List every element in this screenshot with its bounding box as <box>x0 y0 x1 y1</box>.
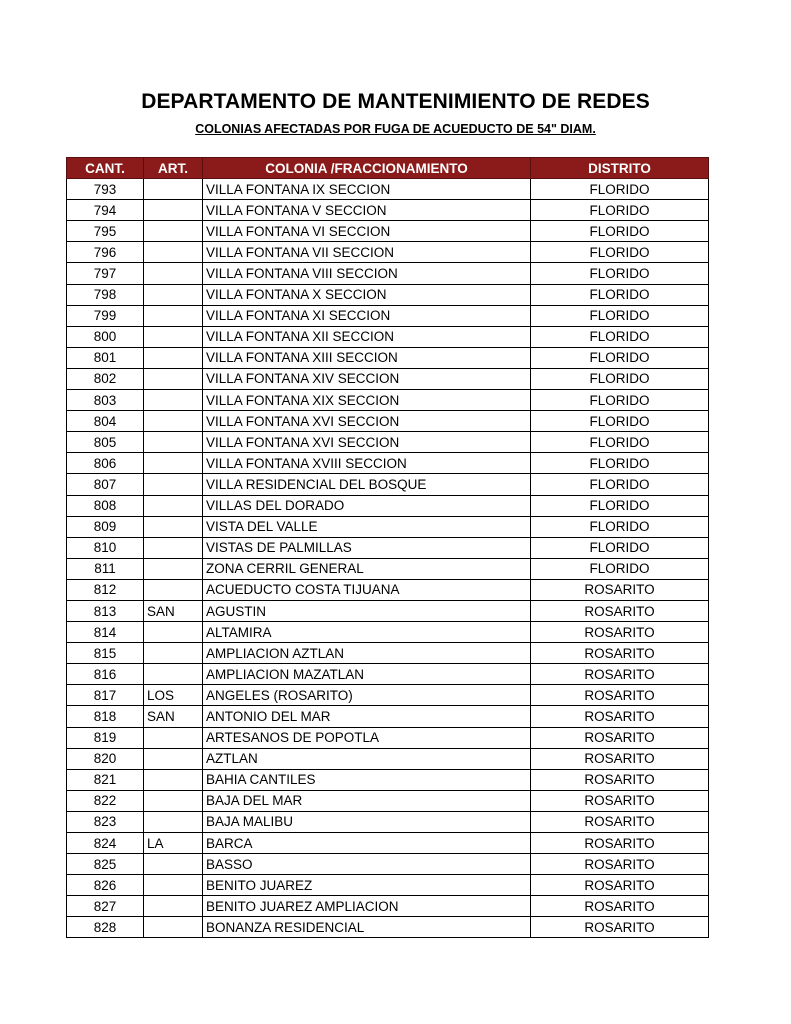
cell-cant: 817 <box>67 685 144 706</box>
cell-art <box>144 368 203 389</box>
cell-cant: 793 <box>67 179 144 200</box>
cell-cant: 805 <box>67 432 144 453</box>
table-header-row <box>67 158 709 179</box>
cell-distrito: ROSARITO <box>531 600 709 621</box>
cell-cant: 794 <box>67 200 144 221</box>
table-row <box>67 305 709 326</box>
cell-distrito: ROSARITO <box>531 854 709 875</box>
cell-colonia: ALTAMIRA <box>203 622 531 643</box>
cell-cant: 803 <box>67 390 144 411</box>
document-title: DEPARTAMENTO DE MANTENIMIENTO DE REDES <box>141 90 650 113</box>
cell-colonia: BARCA <box>203 833 531 854</box>
cell-art <box>144 727 203 748</box>
cell-cant: 796 <box>67 242 144 263</box>
cell-cant: 797 <box>67 263 144 284</box>
cell-art <box>144 748 203 769</box>
cell-art <box>144 790 203 811</box>
cell-art <box>144 263 203 284</box>
document-subtitle: COLONIAS AFECTADAS POR FUGA DE ACUEDUCTO DE 54" DIAM. <box>195 122 596 136</box>
table-row <box>67 622 709 643</box>
cell-art <box>144 917 203 938</box>
cell-distrito: FLORIDO <box>531 221 709 242</box>
cell-cant: 820 <box>67 748 144 769</box>
cell-cant: 806 <box>67 453 144 474</box>
cell-art <box>144 200 203 221</box>
cell-cant: 809 <box>67 516 144 537</box>
table-row <box>67 896 709 917</box>
cell-cant: 818 <box>67 706 144 727</box>
table-row <box>67 769 709 790</box>
table-row <box>67 516 709 537</box>
cell-cant: 807 <box>67 474 144 495</box>
cell-art <box>144 432 203 453</box>
cell-art <box>144 326 203 347</box>
cell-distrito: FLORIDO <box>531 368 709 389</box>
cell-colonia: VILLA RESIDENCIAL DEL BOSQUE <box>203 474 531 495</box>
table-row <box>67 263 709 284</box>
cell-colonia: BENITO JUAREZ <box>203 875 531 896</box>
cell-colonia: BASSO <box>203 854 531 875</box>
cell-distrito: ROSARITO <box>531 790 709 811</box>
cell-colonia: VILLAS DEL DORADO <box>203 495 531 516</box>
cell-colonia: VILLA FONTANA VIII SECCION <box>203 263 531 284</box>
cell-colonia: VILLA FONTANA XVI SECCION <box>203 432 531 453</box>
cell-cant: 825 <box>67 854 144 875</box>
cell-cant: 819 <box>67 727 144 748</box>
cell-art <box>144 411 203 432</box>
cell-colonia: VILLA FONTANA XIV SECCION <box>203 368 531 389</box>
cell-distrito: ROSARITO <box>531 579 709 600</box>
table-row <box>67 453 709 474</box>
cell-colonia: ZONA CERRIL GENERAL <box>203 558 531 579</box>
cell-colonia: BAJA DEL MAR <box>203 790 531 811</box>
cell-colonia: AGUSTIN <box>203 600 531 621</box>
table-row <box>67 411 709 432</box>
cell-art <box>144 347 203 368</box>
cell-colonia: AMPLIACION AZTLAN <box>203 643 531 664</box>
table-row <box>67 643 709 664</box>
cell-colonia: VILLA FONTANA XIII SECCION <box>203 347 531 368</box>
cell-distrito: ROSARITO <box>531 622 709 643</box>
table-row <box>67 200 709 221</box>
cell-art <box>144 390 203 411</box>
cell-distrito: FLORIDO <box>531 474 709 495</box>
table-header <box>67 158 709 179</box>
table-row <box>67 242 709 263</box>
cell-cant: 799 <box>67 305 144 326</box>
header-art: ART. <box>144 158 203 179</box>
header-colonia: COLONIA /FRACCIONAMIENTO <box>203 158 531 179</box>
cell-colonia: ACUEDUCTO COSTA TIJUANA <box>203 579 531 600</box>
cell-colonia: VILLA FONTANA XVI SECCION <box>203 411 531 432</box>
cell-distrito: FLORIDO <box>531 326 709 347</box>
cell-art <box>144 305 203 326</box>
table-row <box>67 495 709 516</box>
table-row <box>67 917 709 938</box>
cell-cant: 808 <box>67 495 144 516</box>
cell-colonia: VILLA FONTANA V SECCION <box>203 200 531 221</box>
colonias-table <box>66 157 709 938</box>
cell-art <box>144 537 203 558</box>
table-row <box>67 685 709 706</box>
cell-distrito: FLORIDO <box>531 284 709 305</box>
table-row <box>67 727 709 748</box>
cell-art <box>144 854 203 875</box>
cell-colonia: VILLA FONTANA XVIII SECCION <box>203 453 531 474</box>
cell-distrito: ROSARITO <box>531 875 709 896</box>
cell-art <box>144 643 203 664</box>
cell-colonia: VILLA FONTANA VII SECCION <box>203 242 531 263</box>
table-row <box>67 833 709 854</box>
cell-art <box>144 558 203 579</box>
table-row <box>67 558 709 579</box>
cell-distrito: ROSARITO <box>531 664 709 685</box>
cell-distrito: FLORIDO <box>531 558 709 579</box>
cell-art <box>144 495 203 516</box>
table-row <box>67 326 709 347</box>
cell-colonia: BAJA MALIBU <box>203 811 531 832</box>
cell-distrito: FLORIDO <box>531 495 709 516</box>
cell-colonia: VILLA FONTANA XIX SECCION <box>203 390 531 411</box>
cell-cant: 827 <box>67 896 144 917</box>
table-row <box>67 390 709 411</box>
cell-distrito: ROSARITO <box>531 706 709 727</box>
cell-distrito: FLORIDO <box>531 200 709 221</box>
table-row <box>67 854 709 875</box>
cell-art <box>144 221 203 242</box>
cell-cant: 811 <box>67 558 144 579</box>
cell-cant: 823 <box>67 811 144 832</box>
table-row <box>67 537 709 558</box>
cell-art <box>144 769 203 790</box>
cell-colonia: BONANZA RESIDENCIAL <box>203 917 531 938</box>
cell-art <box>144 284 203 305</box>
cell-cant: 801 <box>67 347 144 368</box>
cell-distrito: FLORIDO <box>531 305 709 326</box>
cell-cant: 828 <box>67 917 144 938</box>
cell-distrito: FLORIDO <box>531 453 709 474</box>
cell-distrito: ROSARITO <box>531 833 709 854</box>
cell-cant: 826 <box>67 875 144 896</box>
cell-cant: 815 <box>67 643 144 664</box>
cell-colonia: ANTONIO DEL MAR <box>203 706 531 727</box>
cell-art <box>144 896 203 917</box>
cell-colonia: VILLA FONTANA X SECCION <box>203 284 531 305</box>
table-row <box>67 579 709 600</box>
table-row <box>67 790 709 811</box>
cell-distrito: FLORIDO <box>531 537 709 558</box>
header-distrito: DISTRITO <box>531 158 709 179</box>
cell-cant: 822 <box>67 790 144 811</box>
table-row <box>67 368 709 389</box>
cell-art <box>144 453 203 474</box>
table-row <box>67 706 709 727</box>
cell-cant: 800 <box>67 326 144 347</box>
cell-cant: 821 <box>67 769 144 790</box>
cell-art: SAN <box>144 600 203 621</box>
cell-distrito: ROSARITO <box>531 685 709 706</box>
cell-art: LA <box>144 833 203 854</box>
table-row <box>67 748 709 769</box>
cell-cant: 813 <box>67 600 144 621</box>
cell-colonia: ARTESANOS DE POPOTLA <box>203 727 531 748</box>
cell-colonia: VISTA DEL VALLE <box>203 516 531 537</box>
cell-distrito: FLORIDO <box>531 432 709 453</box>
table-body <box>67 179 709 938</box>
cell-colonia: VILLA FONTANA IX SECCION <box>203 179 531 200</box>
cell-art <box>144 579 203 600</box>
cell-art: LOS <box>144 685 203 706</box>
cell-cant: 810 <box>67 537 144 558</box>
table-row <box>67 347 709 368</box>
table-row <box>67 875 709 896</box>
cell-distrito: ROSARITO <box>531 769 709 790</box>
cell-art <box>144 875 203 896</box>
cell-art <box>144 664 203 685</box>
cell-colonia: VILLA FONTANA VI SECCION <box>203 221 531 242</box>
cell-art <box>144 811 203 832</box>
table-row <box>67 221 709 242</box>
cell-cant: 824 <box>67 833 144 854</box>
header-cant: CANT. <box>67 158 144 179</box>
cell-colonia: VISTAS DE PALMILLAS <box>203 537 531 558</box>
table-row <box>67 600 709 621</box>
cell-cant: 816 <box>67 664 144 685</box>
cell-colonia: AZTLAN <box>203 748 531 769</box>
cell-art <box>144 622 203 643</box>
cell-distrito: ROSARITO <box>531 896 709 917</box>
cell-distrito: FLORIDO <box>531 242 709 263</box>
cell-distrito: ROSARITO <box>531 643 709 664</box>
cell-colonia: BAHIA CANTILES <box>203 769 531 790</box>
cell-distrito: FLORIDO <box>531 411 709 432</box>
cell-art <box>144 179 203 200</box>
cell-colonia: ANGELES (ROSARITO) <box>203 685 531 706</box>
cell-colonia: VILLA FONTANA XII SECCION <box>203 326 531 347</box>
cell-art <box>144 516 203 537</box>
cell-distrito: FLORIDO <box>531 263 709 284</box>
cell-distrito: FLORIDO <box>531 179 709 200</box>
table-row <box>67 284 709 305</box>
cell-distrito: ROSARITO <box>531 811 709 832</box>
table-row <box>67 664 709 685</box>
cell-art: SAN <box>144 706 203 727</box>
cell-art <box>144 474 203 495</box>
cell-cant: 812 <box>67 579 144 600</box>
cell-colonia: BENITO JUAREZ AMPLIACION <box>203 896 531 917</box>
table-row <box>67 811 709 832</box>
cell-cant: 798 <box>67 284 144 305</box>
cell-colonia: VILLA FONTANA XI SECCION <box>203 305 531 326</box>
cell-distrito: FLORIDO <box>531 516 709 537</box>
cell-cant: 795 <box>67 221 144 242</box>
cell-colonia: AMPLIACION MAZATLAN <box>203 664 531 685</box>
table-row <box>67 474 709 495</box>
cell-distrito: FLORIDO <box>531 390 709 411</box>
cell-cant: 802 <box>67 368 144 389</box>
table-row <box>67 432 709 453</box>
cell-distrito: ROSARITO <box>531 917 709 938</box>
cell-cant: 804 <box>67 411 144 432</box>
cell-distrito: ROSARITO <box>531 748 709 769</box>
cell-art <box>144 242 203 263</box>
cell-cant: 814 <box>67 622 144 643</box>
cell-distrito: FLORIDO <box>531 347 709 368</box>
table-row <box>67 179 709 200</box>
cell-distrito: ROSARITO <box>531 727 709 748</box>
